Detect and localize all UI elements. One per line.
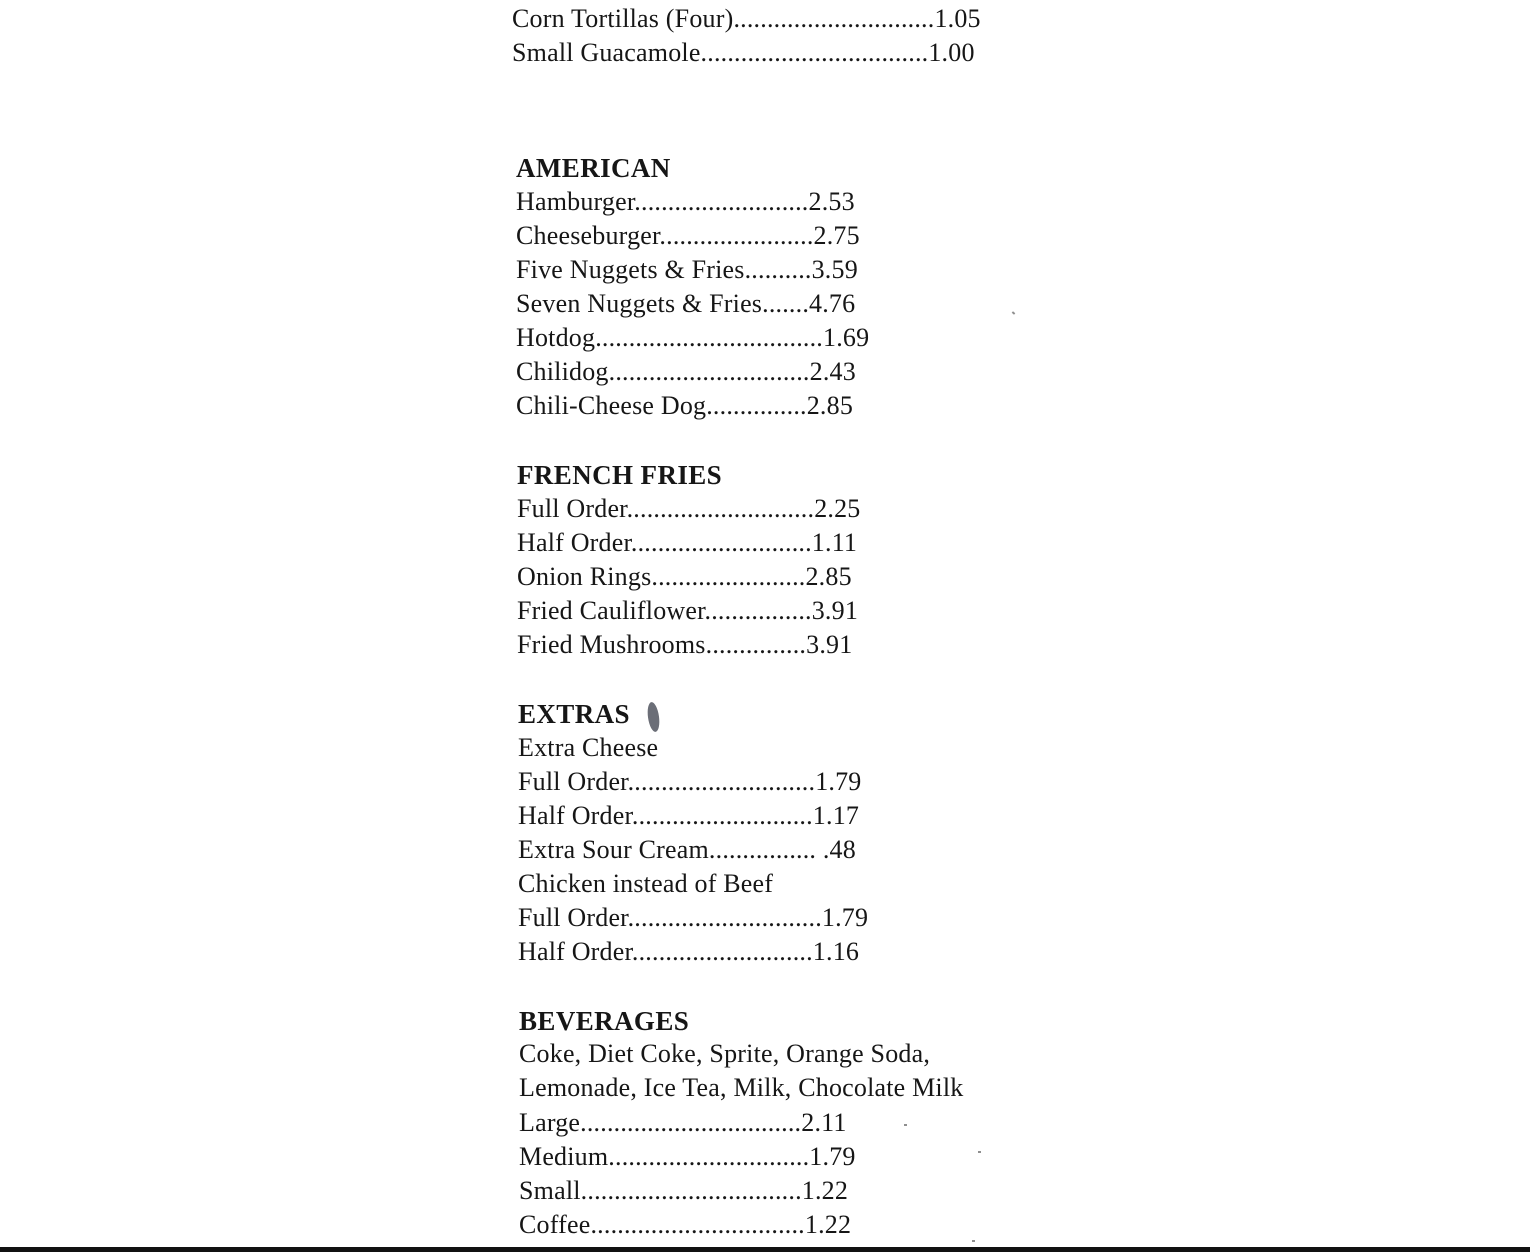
menu-subheading-chicken-instead-of-beef: Chicken instead of Beef <box>518 869 774 898</box>
menu-item-beverage-medium: Medium..............................1.79 <box>519 1142 856 1171</box>
scan-speck <box>978 1151 981 1153</box>
menu-item-fried-cauliflower: Fried Cauliflower................3.91 <box>517 596 859 625</box>
menu-item-hotdog: Hotdog..................................1.69 <box>516 323 870 352</box>
menu-item-seven-nuggets: Seven Nuggets & Fries.......4.76 <box>516 289 856 318</box>
menu-item-fried-mushrooms: Fried Mushrooms...............3.91 <box>517 630 853 659</box>
menu-item-fries-half-order: Half Order...........................1.11 <box>517 528 858 557</box>
section-heading-french-fries: FRENCH FRIES <box>517 460 723 490</box>
scan-speck <box>904 1124 907 1126</box>
menu-item-fries-full-order: Full Order............................2.25 <box>517 494 861 523</box>
section-heading-american: AMERICAN <box>516 153 671 183</box>
ink-smudge <box>646 701 661 732</box>
menu-item-chilidog: Chilidog..............................2.43 <box>516 357 856 386</box>
menu-item-extra-cheese-half: Half Order...........................1.17 <box>518 801 860 830</box>
menu-item-chicken-half: Half Order...........................1.16 <box>518 937 860 966</box>
menu-item-chicken-full: Full Order.............................1.79 <box>518 903 869 932</box>
menu-beverage-list-line-2: Lemonade, Ice Tea, Milk, Chocolate Milk <box>519 1073 964 1102</box>
menu-item-coffee: Coffee................................1.22 <box>519 1210 852 1239</box>
menu-item-chili-cheese-dog: Chili-Cheese Dog...............2.85 <box>516 391 854 420</box>
menu-item-hamburger: Hamburger..........................2.53 <box>516 187 855 216</box>
section-heading-extras: EXTRAS <box>518 699 630 729</box>
scan-speck <box>972 1240 975 1242</box>
menu-beverage-list-line-1: Coke, Diet Coke, Sprite, Orange Soda, <box>519 1039 931 1068</box>
menu-item-extra-cheese-full: Full Order............................1.79 <box>518 767 862 796</box>
menu-item-extra-sour-cream: Extra Sour Cream................ .48 <box>518 835 856 864</box>
menu-subheading-extra-cheese: Extra Cheese <box>518 733 659 762</box>
menu-item-five-nuggets: Five Nuggets & Fries..........3.59 <box>516 255 858 284</box>
scan-speck <box>1012 311 1016 314</box>
bottom-border <box>0 1247 1530 1252</box>
menu-item-onion-rings: Onion Rings.......................2.85 <box>517 562 852 591</box>
menu-item-small-guacamole: Small Guacamole..................................1.00 <box>512 38 975 67</box>
menu-item-corn-tortillas: Corn Tortillas (Four)..............................1.05 <box>512 4 981 33</box>
menu-item-beverage-small: Small.................................1.22 <box>519 1176 849 1205</box>
menu-item-beverage-large: Large.................................2.11 <box>519 1108 847 1137</box>
section-heading-beverages: BEVERAGES <box>519 1006 690 1036</box>
menu-item-cheeseburger: Cheeseburger.......................2.75 <box>516 221 860 250</box>
